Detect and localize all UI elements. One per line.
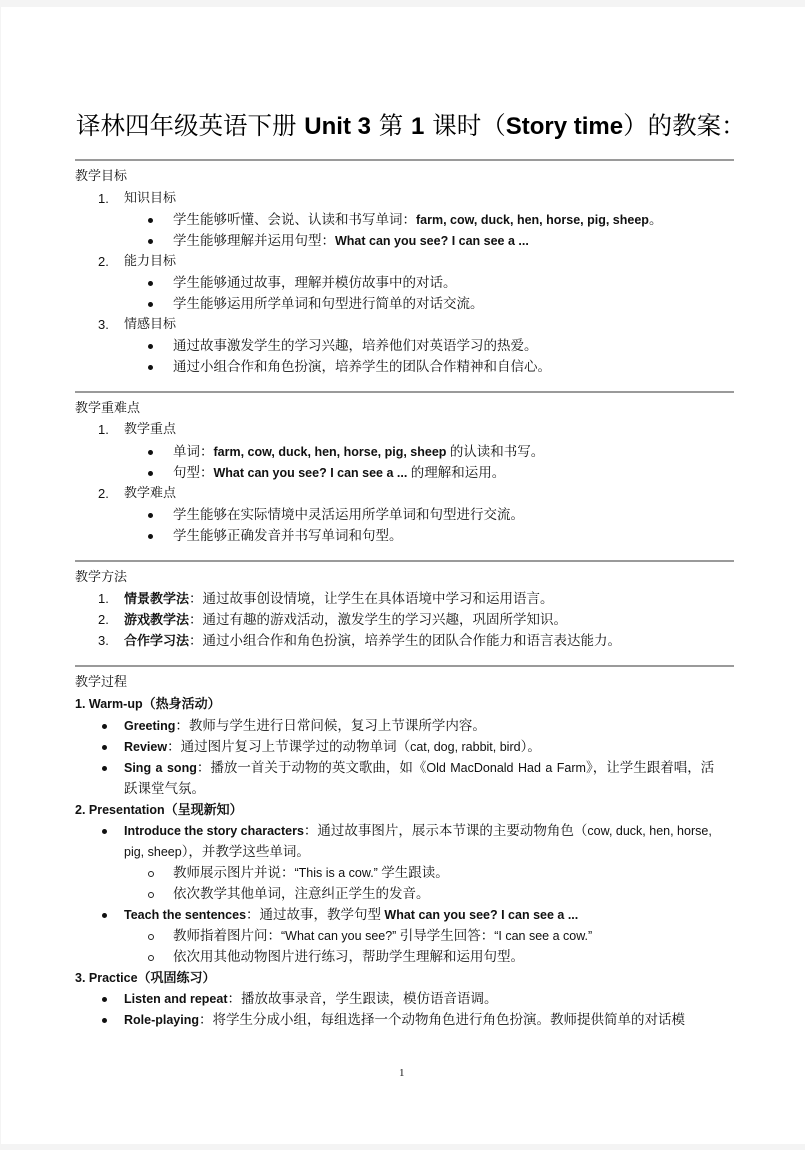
list-item: 学生能够理解并运用句型：What can you see? I can see a ... (173, 233, 529, 248)
title-unit: Unit 3 (304, 113, 371, 140)
list-item-continuation: pig, sheep），并教学这些单词。 (124, 844, 310, 859)
sub-list-item: 教师展示图片并说：“This is a cow.” 学生跟读。 (173, 865, 449, 880)
list-item: 通过故事激发学生的学习兴趣，培养他们对英语学习的热爱。 (173, 338, 538, 353)
subheading-difficult: 教学难点 (124, 486, 177, 501)
bullet-icon (148, 365, 153, 370)
list-number: 1. (98, 591, 109, 606)
section-heading-methods: 教学方法 (75, 570, 128, 585)
bullet-icon (148, 218, 153, 223)
bullet-icon (102, 913, 107, 918)
sub-list-item: 教师指着图片问：“What can you see?” 引导学生回答：“I can see a cow.” (173, 928, 593, 943)
title-text: 第 (370, 111, 412, 140)
list-item: 句型：What can you see? I can see a ... 的理解和运用。 (173, 465, 506, 480)
title-story-time: Story time (505, 113, 624, 140)
bullet-icon (102, 829, 107, 834)
stage-heading-presentation: 2. Presentation（呈现新知） (75, 803, 243, 818)
sub-list-item: 依次教学其他单词，注意纠正学生的发音。 (173, 886, 430, 901)
section-divider (75, 391, 734, 393)
section-divider (75, 159, 734, 161)
bullet-icon (102, 766, 107, 771)
list-item-continuation: 跃课堂气氛。 (124, 781, 205, 796)
list-item: Teach the sentences：通过故事，教学句型 What can you see? I can see a ... (124, 907, 579, 922)
sub-bullet-icon (148, 934, 154, 940)
list-item: 通过小组合作和角色扮演，培养学生的团队合作精神和自信心。 (173, 359, 551, 374)
sub-bullet-icon (148, 955, 154, 961)
bullet-icon (102, 745, 107, 750)
subheading-knowledge: 知识目标 (124, 191, 177, 206)
subheading-ability: 能力目标 (124, 254, 177, 269)
list-item: 学生能够听懂、会说、认读和书写单词：farm, cow, duck, hen, horse, pig, sheep。 (173, 212, 663, 227)
method-item: 情景教学法：通过故事创设情境，让学生在具体语境中学习和运用语言。 (124, 591, 554, 607)
bullet-icon (148, 281, 153, 286)
bullet-icon (102, 724, 107, 729)
section-divider (75, 560, 734, 562)
stage-heading-practice: 3. Practice（巩固练习） (75, 971, 216, 986)
list-number: 1. (98, 422, 109, 437)
subheading-emotion: 情感目标 (124, 317, 177, 332)
list-item: Introduce the story characters：通过故事图片，展示本节课的主要动物角色（cow, duck, hen, horse, (124, 823, 712, 838)
page-number: 1 (399, 1067, 405, 1079)
list-item: 学生能够通过故事，理解并模仿故事中的对话。 (173, 275, 457, 290)
list-number: 2. (98, 254, 109, 269)
list-item: 学生能够运用所学单词和句型进行简单的对话交流。 (173, 296, 484, 311)
section-heading-process: 教学过程 (75, 675, 128, 690)
bullet-icon (148, 534, 153, 539)
title-text: 课时（ (424, 111, 506, 140)
list-item: 单词：farm, cow, duck, hen, horse, pig, sheep 的认读和书写。 (173, 444, 545, 459)
document-title (76, 110, 746, 143)
bullet-icon (102, 1018, 107, 1023)
document-page (1, 7, 805, 1144)
list-number: 2. (98, 486, 109, 501)
subheading-key: 教学重点 (124, 422, 177, 437)
method-item: 游戏教学法：通过有趣的游戏活动，激发学生的学习兴趣，巩固所学知识。 (124, 612, 568, 628)
bullet-icon (148, 302, 153, 307)
bullet-icon (102, 997, 107, 1002)
sub-bullet-icon (148, 871, 154, 877)
title-text: 译林四年级英语下册 (76, 111, 305, 140)
section-heading-keypoints: 教学重难点 (75, 401, 141, 416)
bullet-icon (148, 344, 153, 349)
list-item: Review：通过图片复习上节课学过的动物单词（cat, dog, rabbit, bird）。 (124, 739, 541, 754)
list-item: Greeting：教师与学生进行日常问候，复习上节课所学内容。 (124, 718, 486, 733)
list-number: 3. (98, 633, 109, 648)
sub-bullet-icon (148, 892, 154, 898)
bullet-icon (148, 450, 153, 455)
bullet-icon (148, 471, 153, 476)
list-number: 2. (98, 612, 109, 627)
bullet-icon (148, 513, 153, 518)
list-item: 学生能够在实际情境中灵活运用所学单词和句型进行交流。 (173, 507, 524, 522)
list-number: 1. (98, 191, 109, 206)
section-divider (75, 665, 734, 667)
bullet-icon (148, 239, 153, 244)
list-item: 学生能够正确发音并书写单词和句型。 (173, 528, 403, 543)
section-heading-objectives: 教学目标 (75, 169, 128, 184)
sub-list-item: 依次用其他动物图片进行练习，帮助学生理解和运用句型。 (173, 949, 524, 964)
list-number: 3. (98, 317, 109, 332)
list-item: Listen and repeat：播放故事录音，学生跟读，模仿语音语调。 (124, 991, 498, 1006)
list-item: Sing a song：播放一首关于动物的英文歌曲，如《Old MacDonald Had a Farm》，让学生跟着唱，活 (124, 760, 715, 775)
stage-heading-warmup: 1. Warm-up（热身活动） (75, 697, 221, 712)
title-lesson-number: 1 (411, 113, 425, 140)
title-text: ）的教案： (623, 111, 746, 140)
list-item: Role-playing：将学生分成小组，每组选择一个动物角色进行角色扮演。教师提供简单的对话模 (124, 1012, 686, 1027)
method-item: 合作学习法：通过小组合作和角色扮演，培养学生的团队合作能力和语言表达能力。 (124, 633, 622, 649)
